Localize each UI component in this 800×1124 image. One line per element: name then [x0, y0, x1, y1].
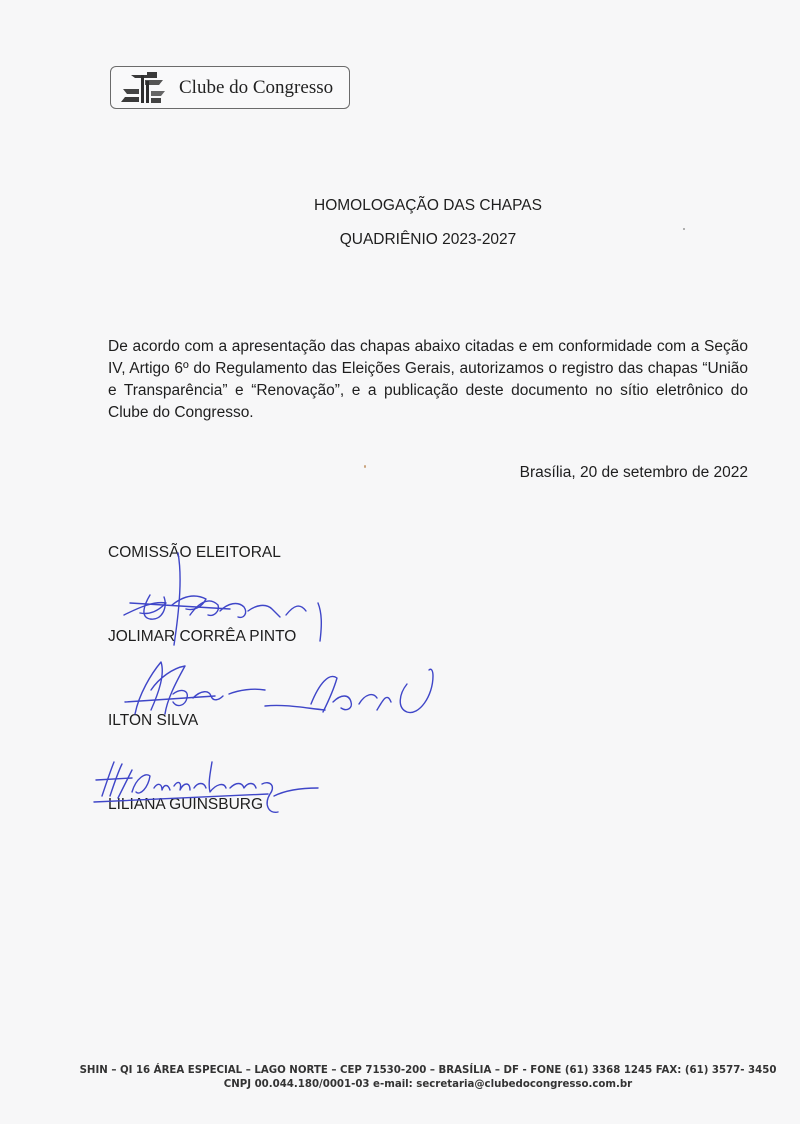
clube-do-congresso-emblem-icon: [117, 69, 169, 107]
scan-speck: [364, 465, 366, 468]
logo-box: [110, 66, 350, 109]
footer-address: SHIN – QI 16 ÁREA ESPECIAL – LAGO NORTE – CEP 71530-200 – BRASÍLIA – DF - FONE (61) 3368 1245 FAX: (61) 3577- 3450: [79, 1065, 777, 1076]
document-subtitle: QUADRIÊNIO 2023-2027: [339, 231, 517, 248]
footer-contact: CNPJ 00.044.180/0001-03 e-mail: secretaria@clubedocongresso.com.br: [223, 1079, 633, 1090]
document-title: HOMOLOGAÇÃO DAS CHAPAS: [314, 197, 542, 214]
member-name-ilton: ILTON SILVA: [108, 712, 199, 729]
commission-heading: COMISSÃO ELEITORAL: [108, 544, 281, 561]
logo-text: Clube do Congresso: [179, 77, 334, 98]
document-date: Brasília, 20 de setembro de 2022: [519, 464, 748, 481]
member-name-liliana: LILIANA GUINSBURG: [108, 796, 264, 813]
scan-speck: [683, 228, 685, 230]
document-body: De acordo com a apresentação das chapas abaixo citadas e em conformidade com a Seção IV, Artigo 6º do Regulamento das Eleições Gerais, autorizamos o registro das chapas “União e Transparência” e “Renovação”, e a publicação deste documento no sítio eletrônico do Clube do Congresso.: [108, 338, 748, 421]
member-name-jolimar: JOLIMAR CORRÊA PINTO: [108, 628, 297, 645]
